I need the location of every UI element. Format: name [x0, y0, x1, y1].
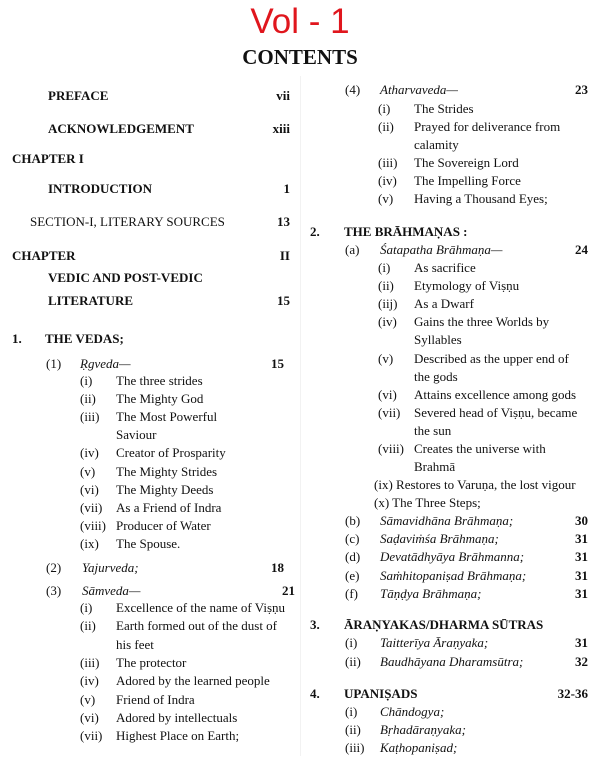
aranyaka-item-text: Taitterīya Āraṇyaka;: [380, 635, 489, 650]
upanisad-item-number: (ii): [345, 722, 361, 738]
samveda-number: (3): [46, 583, 62, 598]
satapatha-item-number: (v): [378, 350, 394, 366]
aranyaka-item-page: 32: [575, 653, 588, 669]
yajurveda-page: 18: [271, 560, 284, 575]
rgveda-item-number: (iv): [80, 445, 99, 461]
samveda-item-text: Adored by the learned people: [116, 673, 270, 689]
page-title: CONTENTS: [242, 45, 358, 69]
preface-label: PREFACE: [48, 88, 109, 103]
atharvaveda-item-number: (i): [378, 101, 391, 116]
atharvaveda-item-text: Prayed for deliverance from: [414, 119, 561, 134]
satapatha-item-x: (x) The Three Steps;: [374, 495, 481, 510]
satapatha-item-text: Brahmā: [414, 459, 456, 475]
brahmana-item-page: 31: [575, 585, 588, 601]
acknowledgement-label: ACKNOWLEDGEMENT: [48, 121, 194, 136]
satapatha-item-number: (iij): [378, 296, 398, 312]
satapatha-item-text: Severed head of Viṣṇu, became: [414, 404, 578, 420]
upanisad-item-number: (i): [345, 704, 358, 719]
samveda-item-text: Friend of Indra: [116, 691, 195, 707]
introduction-page: 1: [283, 181, 290, 196]
brahmana-item-number: (c): [345, 531, 360, 547]
aranyaka-item-number: (i): [345, 635, 358, 650]
upanisad-item-text: Kaṭhopaniṣad;: [380, 740, 458, 756]
vedic-title-line1: VEDIC AND POST-VEDIC: [48, 270, 203, 285]
samveda-item-number: (iv): [80, 673, 99, 689]
rgveda-item-text: Producer of Water: [116, 517, 211, 533]
atharvaveda-item-text: calamity: [414, 137, 459, 152]
acknowledgement-page: xiii: [272, 121, 290, 136]
aranyakas-number: 3.: [310, 617, 320, 632]
samveda-title: Sāmveda—: [82, 583, 141, 598]
aranyaka-item-page: 31: [575, 635, 588, 650]
satapatha-number: (a): [345, 242, 360, 257]
rgveda-item-text: Saviour: [116, 427, 157, 443]
volume-banner: Vol - 1: [250, 2, 350, 41]
rgveda-item-text: The Spouse.: [116, 535, 181, 551]
vedic-title-line2: LITERATURE: [48, 293, 134, 308]
satapatha-item-text: the gods: [414, 368, 458, 384]
samveda-item-number: (ii): [80, 618, 96, 634]
upanisads-number: 4.: [310, 686, 320, 701]
brahmana-item-page: 31: [575, 531, 588, 547]
preface-page: vii: [276, 88, 290, 103]
aranyaka-item-text: Baudhāyana Dharamsūtra;: [380, 653, 524, 669]
atharvaveda-number: (4): [345, 82, 361, 97]
samveda-item-text: Excellence of the name of Viṣṇu: [116, 600, 285, 615]
satapatha-item-text: As a Dwarf: [414, 296, 474, 312]
brahmana-item-page: 31: [575, 549, 588, 565]
rgveda-item-number: (i): [80, 373, 93, 388]
atharvaveda-item-number: (v): [378, 191, 394, 206]
rgveda-item-text: As a Friend of Indra: [116, 499, 222, 515]
rgveda-item-text: The Mighty Deeds: [116, 481, 214, 497]
brahmana-item-text: Saḍaviṁśa Brāhmaṇa;: [380, 531, 499, 547]
section-1-label: SECTION-I, LITERARY SOURCES: [30, 214, 225, 229]
chapter-1-heading: CHAPTER I: [12, 151, 84, 166]
brahmana-item-text: Saṁhitopaniṣad Brāhmaṇa;: [380, 567, 527, 583]
satapatha-item-number: (ii): [378, 278, 394, 294]
brahmana-item-page: 30: [575, 513, 588, 528]
satapatha-item-ix: (ix) Restores to Varuṇa, the lost vigour: [374, 477, 576, 492]
brahmana-item-page: 31: [575, 567, 588, 583]
brahmana-item-text: Sāmavidhāna Brāhmaṇa;: [380, 513, 514, 528]
rgveda-item-number: (ix): [80, 535, 99, 551]
samveda-page: 21: [282, 583, 295, 598]
atharvaveda-item-text: The Strides: [414, 101, 474, 116]
chapter-2-numeral: II: [279, 248, 290, 263]
atharvaveda-item-number: (iii): [378, 155, 398, 170]
satapatha-item-text: Etymology of Viṣṇu: [414, 278, 520, 294]
samveda-item-number: (iii): [80, 654, 100, 670]
introduction-label: INTRODUCTION: [48, 181, 153, 196]
satapatha-item-number: (i): [378, 260, 391, 275]
vedas-heading: THE VEDAS;: [45, 331, 124, 346]
section-1-page: 13: [277, 214, 290, 229]
satapatha-item-text: Syllables: [414, 332, 462, 348]
vedas-number: 1.: [12, 331, 22, 346]
satapatha-item-text: Creates the universe with: [414, 441, 546, 456]
rgveda-item-text: The three strides: [116, 373, 203, 388]
rgveda-title: Ṛgveda—: [80, 356, 131, 371]
column-divider: [300, 76, 301, 756]
satapatha-item-number: (vi): [378, 386, 397, 402]
rgveda-item-number: (iii): [80, 409, 100, 425]
samveda-item-text: Highest Place on Earth;: [116, 728, 240, 744]
samveda-item-text: his feet: [116, 636, 154, 652]
satapatha-item-number: (iv): [378, 314, 397, 330]
upanisad-item-text: Chāndogya;: [380, 704, 445, 719]
brahmana-item-number: (d): [345, 549, 361, 565]
samveda-item-number: (i): [80, 600, 93, 615]
rgveda-item-number: (v): [80, 463, 96, 479]
atharvaveda-item-text: The Impelling Force: [414, 173, 521, 188]
aranyakas-heading: ĀRAṆYAKAS/DHARMA SŪTRAS: [344, 617, 544, 632]
brahmana-item-number: (e): [345, 567, 360, 583]
samveda-item-text: Adored by intellectuals: [116, 709, 238, 725]
satapatha-item-text: Attains excellence among gods: [414, 386, 577, 402]
brahmanas-heading: THE BRĀHMAṆAS :: [344, 224, 468, 239]
rgveda-item-text: Creator of Prosparity: [116, 445, 226, 461]
upanisads-heading: UPANIṢADS: [344, 686, 418, 701]
satapatha-item-number: (viii): [378, 441, 404, 456]
rgveda-item-text: The Mighty Strides: [116, 463, 218, 479]
chapter-2-heading: CHAPTER: [12, 248, 76, 263]
atharvaveda-item-number: (ii): [378, 119, 394, 134]
atharvaveda-item-number: (iv): [378, 173, 397, 188]
atharvaveda-title: Atharvaveda—: [380, 82, 458, 97]
yajurveda-number: (2): [46, 560, 62, 575]
rgveda-item-text: The Most Powerful: [116, 409, 218, 425]
satapatha-item-text: As sacrifice: [414, 260, 476, 275]
rgveda-item-number: (vii): [80, 499, 103, 515]
samveda-item-text: The protector: [116, 654, 187, 670]
rgveda-number: (1): [46, 356, 62, 371]
atharvaveda-page: 23: [575, 82, 588, 97]
upanisad-item-text: Bṛhadāraṇyaka;: [380, 722, 466, 738]
satapatha-page: 24: [575, 242, 588, 257]
brahmana-item-text: Tāṇḍya Brāhmaṇa;: [380, 585, 482, 601]
satapatha-item-text: the sun: [414, 422, 452, 438]
brahmana-item-number: (f): [345, 585, 358, 601]
brahmana-item-text: Devatādhyāya Brāhmanna;: [380, 549, 525, 565]
yajurveda-title: Yajurveda;: [82, 560, 139, 575]
vedic-page: 15: [277, 293, 290, 308]
samveda-item-number: (v): [80, 691, 96, 707]
upanisads-page: 32-36: [557, 686, 588, 701]
rgveda-item-number: (vi): [80, 481, 99, 497]
rgveda-item-text: The Mighty God: [116, 391, 204, 407]
rgveda-page: 15: [271, 356, 284, 371]
satapatha-title: Śatapatha Brāhmaṇa—: [380, 242, 503, 257]
satapatha-item-text: Gains the three Worlds by: [414, 314, 550, 330]
rgveda-item-number: (viii): [80, 517, 106, 533]
atharvaveda-item-text: The Sovereign Lord: [414, 155, 519, 170]
brahmana-item-number: (b): [345, 513, 361, 528]
upanisad-item-number: (iii): [345, 740, 365, 756]
aranyaka-item-number: (ii): [345, 653, 361, 669]
samveda-item-number: (vi): [80, 709, 99, 725]
rgveda-item-number: (ii): [80, 391, 96, 407]
samveda-item-number: (vii): [80, 728, 103, 744]
atharvaveda-item-text: Having a Thousand Eyes;: [414, 191, 548, 206]
satapatha-item-number: (vii): [378, 404, 401, 420]
brahmanas-number: 2.: [310, 224, 320, 239]
samveda-item-text: Earth formed out of the dust of: [116, 618, 278, 634]
satapatha-item-text: Described as the upper end of: [414, 350, 569, 366]
